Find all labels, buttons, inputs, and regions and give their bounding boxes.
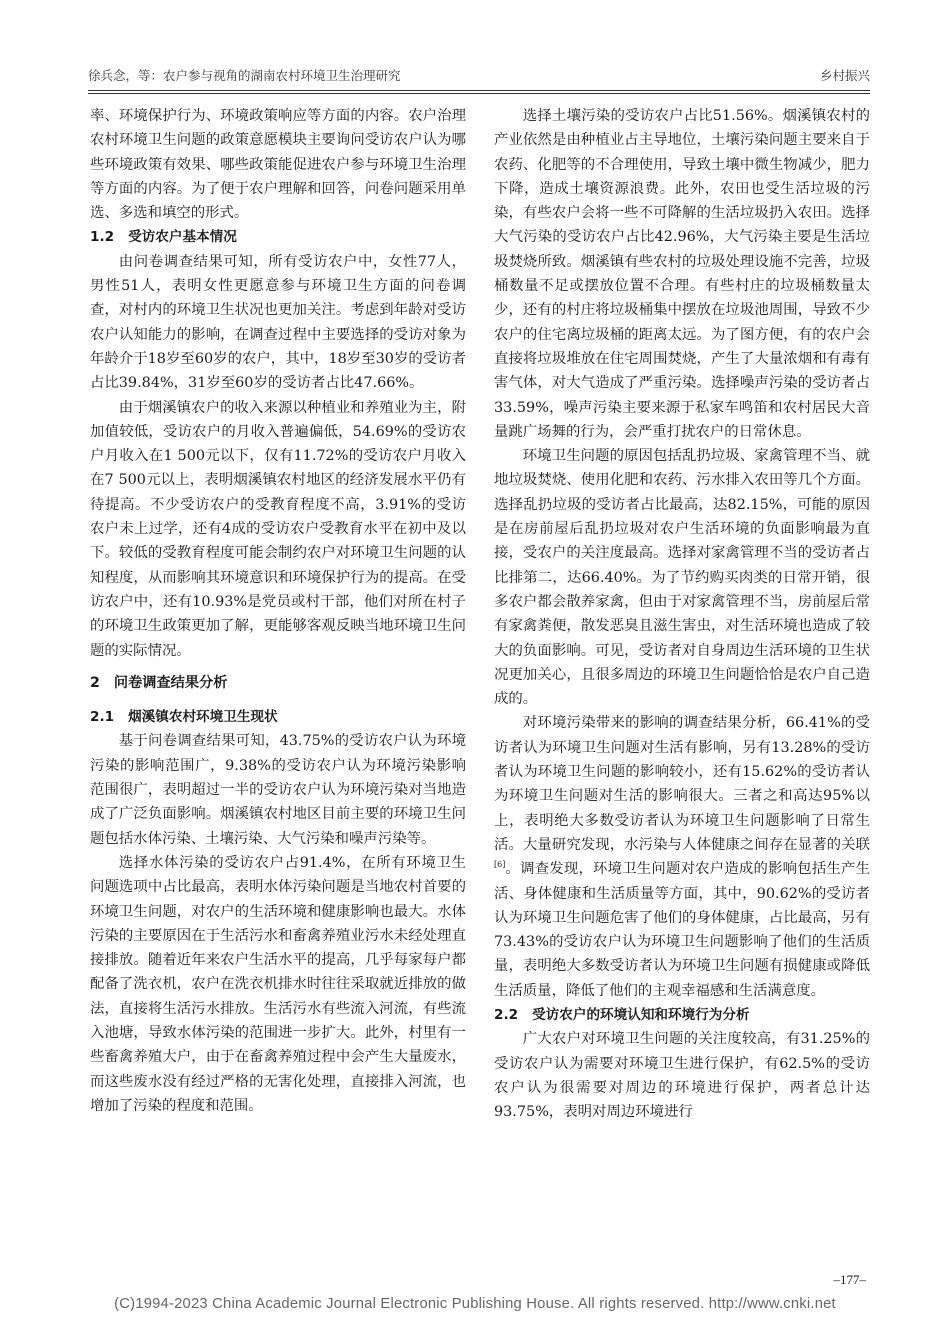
header-rule [88,90,870,91]
header-rule-thin [88,93,870,94]
paragraph: 选择水体污染的受访农户占91.4%，在所有环境卫生问题选项中占比最高，表明水体污染问题是当地农村首要的环境卫生问题，对农户的生活环境和健康影响也最大。水体污染的主要原因在于生活污水和畜禽养殖业污水未经处理直接排放。随着近年来农户生活水平的提高，几乎每家每户都配备了洗衣机，农户在洗衣机排水时往往采取就近排放的做法，直接将生活污水排放。生活污水有些流入河流，有些流入池塘，导致水体污染的范围进一步扩大。此外，村里有一些畜禽养殖大户，由于在畜禽养殖过程中会产生大量废水，而这些废水没有经过严格的无害化处理，直接排入河流，也增加了污染的程度和范围。 [90,854,466,1114]
section-heading-2-1 [90,705,466,729]
paragraph-text: 。调查发现，环境卫生问题对农户造成的影响包括生产生活、身体健康和生活质量等方面，其中，90.62%的受访者认为环境卫生问题危害了他们的身体健康，占比最高，另有73.43%的受访农户认为环境卫生问题影响了他们的生活质量，表明绝大多数受访者认为环境卫生问题有损健康或降低生活质量，降低了他们的主观幸福感和生活满意度。 [494,861,870,999]
section-number: 2 [90,674,100,691]
section-heading-2-2 [494,1003,870,1027]
citation-ref[interactable]: [6] [494,860,506,870]
paragraph-text: 对环境污染带来的影响的调查结果分析，66.41%的受访者认为环境卫生问题对生活有影响，另有13.28%的受访者认为环境卫生问题的影响较小，还有15.62%的受访者认为环境卫生问题对生活的影响很大。三者之和高达95%以上，表明绝大多数受访者认为环境卫生问题影响了日常生活。大量研究发现，水污染与人体健康之间存在显著的关联 [494,715,870,853]
paragraph: 由于烟溪镇农户的收入来源以种植业和养殖业为主，附加值较低，受访农户的月收入普遍偏低，54.69%的受访农户月收入在1 500元以下，仅有11.72%的受访农户月收入在7 500元以上，表明烟溪镇农村地区的经济发展水平仍有待提高。不少受访农户的受教育程度不高，3.91%的受访农户未上过学，还有4成的受访农户受教育水平在初中及以下。较低的受教育程度可能会制约农户对环境卫生问题的认知程度，从而影响其环境意识和环境保护行为的提高。在受访农户中，还有10.93%是党员或村干部，他们对所在村子的环境卫生政策更加了解，更能够客观反映当地环境卫生问题的实际情况。 [90,399,466,659]
paragraph: 由问卷调查结果可知，所有受访农户中，女性77人，男性51人，表明女性更愿意参与环境卫生方面的问卷调查，对村内的环境卫生状况也更加关注。考虑到年龄对受访农户认知能力的影响，在调查过程中主要选择的受访对象为年龄介于18岁至60岁的农户，其中，18岁至30岁的受访者占比39.84%，31岁至60岁的受访者占比47.66%。 [90,253,466,392]
paragraph: 环境卫生问题的原因包括乱扔垃圾、家禽管理不当、就地垃圾焚烧、使用化肥和农药、污水排入农田等几个方面。选择乱扔垃圾的受访者占比最高，达82.15%，可能的原因是在房前屋后乱扔垃圾对农户生活环境的负面影响最为直接，受农户的关注度最高。选择对家禽管理不当的受访者占比排第二，达66.40%。为了节约购买肉类的日常开销，很多农户都会散养家禽，但由于对家禽管理不当，房前屋后常有家禽粪便，散发恶臭且滋生害虫，对生活环境也造成了较大的负面影响。可见，受访者对自身周边生活环境的卫生状况更加关心，且很多周边的环境卫生问题恰恰是农户自己造成的。 [494,448,870,708]
section-heading-1-2 [90,225,466,249]
section-title: 受访农户基本情况 [128,229,237,246]
copyright-footer: (C)1994-2023 China Academic Journal Electronic Publishing House. All rights reserved. http://www.cnki.net [114,1296,836,1312]
right-column [494,104,870,1124]
paragraph [494,711,870,1003]
paragraph: 广大农户对环境卫生问题的关注度较高，有31.25%的受访农户认为需要对环境卫生进行保护，有62.5%的受访农户认为很需要对周边的环境进行保护，两者总计达93.75%，表明对周边环境进行 [494,1031,870,1121]
running-header [88,64,870,86]
section-number: 2.1 [90,709,115,726]
section-title: 问卷调查结果分析 [113,674,228,691]
section-title: 受访农户的环境认知和环境行为分析 [532,1006,750,1023]
section-heading-2 [90,671,466,695]
paragraph: 选择土壤污染的受访农户占比51.56%。烟溪镇农村的产业依然是由种植业占主导地位，土壤污染问题主要来自于农药、化肥等的不合理使用，导致土壤中微生物减少，肥力下降，造成土壤资源浪费。此外，农田也受生活垃圾的污染，有些农户会将一些不可降解的生活垃圾扔入农田。选择大气污染的受访农户占比42.96%，大气污染主要是生活垃圾焚烧所致。烟溪镇有些农村的垃圾处理设施不完善，垃圾桶数量不足或摆放位置不合理。有些村庄的垃圾桶数量太少，还有的村庄将垃圾桶集中摆放在垃圾池周围，导致不少农户的住宅离垃圾桶的距离太远。为了图方便，有的农户会直接将垃圾堆放在住宅周围焚烧，产生了大量浓烟和有毒有害气体，对大气造成了严重污染。选择噪声污染的受访者占33.59%，噪声污染主要来源于私家车鸣笛和农村居民大音量跳广场舞的行为，会严重打扰农户的日常休息。 [494,108,870,440]
section-title: 烟溪镇农村环境卫生现状 [128,709,278,726]
section-number: 2.2 [494,1006,519,1023]
section-number: 1.2 [90,229,115,246]
paragraph: 率、环境保护行为、环境政策响应等方面的内容。农户治理农村环境卫生问题的政策意愿模块主要询问受访农户认为哪些环境政策有效果、哪些政策能促进农户参与环境卫生治理等方面的内容。为了便于农户理解和回答，问卷问题采用单选、多选和填空的形式。 [90,108,466,222]
page-number: –177– [833,1272,866,1287]
left-column [90,104,466,1118]
header-section-name: 乡村振兴 [819,68,870,83]
header-article-title: 徐兵念，等：农户参与视角的湖南农村环境卫生治理研究 [88,68,401,83]
paragraph: 基于问卷调查结果可知，43.75%的受访农户认为环境污染的影响范围广，9.38%的受访农户认为环境污染影响范围很广，表明超过一半的受访农户认为环境污染对当地造成了广泛负面影响。烟溪镇农村地区目前主要的环境卫生问题包括水体污染、土壤污染、大气污染和噪声污染等。 [90,733,466,847]
